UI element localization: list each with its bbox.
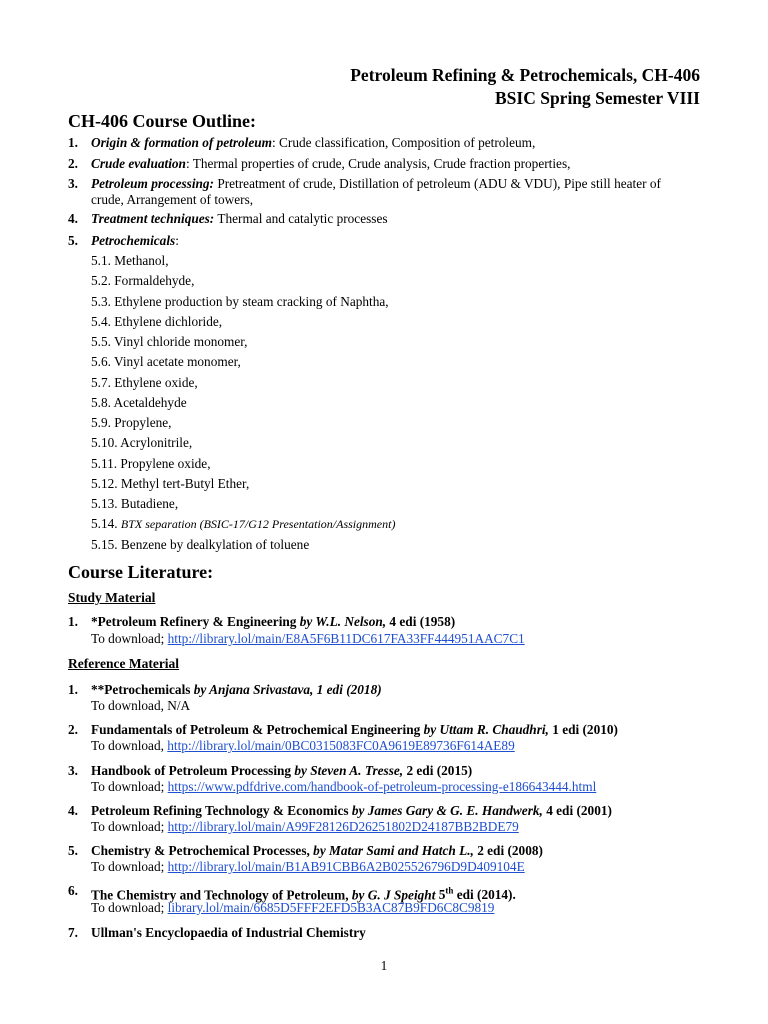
ref-item-download: To download, N/A (91, 698, 191, 713)
download-link[interactable]: http://library.lol/main/E8A5F6B11DC617FA33FF444951AAC7C1 (167, 631, 525, 646)
outline-item-2: Crude evaluation: Thermal properties of crude, Crude analysis, Crude fraction properties, (91, 156, 571, 171)
petrochem-subitem: 5.3. Ethylene production by steam cracking of Naphtha, (91, 294, 389, 309)
ref-item-download: To download; http://library.lol/main/B1AB91CBB6A2B025526796D9D409104E (91, 859, 525, 874)
reference-material-heading: Reference Material (68, 656, 180, 671)
outline-item-5: Petrochemicals: (91, 233, 179, 248)
petrochem-subitem-btx: 5.14. BTX separation (BSIC-17/G12 Presentation/Assignment) (91, 516, 396, 531)
ref-item-download: To download; http://library.lol/main/A99F28126D26251802D24187BB2BDE79 (91, 819, 519, 834)
course-literature-heading: Course Literature: (68, 562, 214, 582)
study-item-title: *Petroleum Refinery & Engineering by W.L. Nelson, 4 edi (1958) (91, 614, 456, 629)
semester-title: BSIC Spring Semester VIII (494, 88, 700, 108)
download-link[interactable]: http://library.lol/main/0BC0315083FC0A9619E89736F614AE89 (167, 738, 515, 753)
petrochem-subitem: 5.6. Vinyl acetate monomer, (91, 354, 241, 369)
ref-num-7: 7. (68, 925, 78, 940)
course-outline-heading: CH-406 Course Outline: (68, 111, 256, 131)
ref-num-6: 6. (68, 883, 78, 898)
document-header (350, 64, 700, 110)
outline-item-4: Treatment techniques: Thermal and catalytic processes (91, 211, 388, 226)
ref-item-download: To download, http://library.lol/main/0BC0315083FC0A9619E89736F614AE89 (91, 738, 515, 753)
outline-num-4: 4. (68, 211, 78, 226)
outline-num-2: 2. (68, 156, 78, 171)
download-link[interactable]: http://library.lol/main/A99F28126D26251802D24187BB2BDE79 (167, 819, 519, 834)
study-material-heading: Study Material (68, 590, 156, 605)
outline-item-1: Origin & formation of petroleum: Crude classification, Composition of petroleum, (91, 135, 536, 150)
download-link[interactable]: library.lol/main/6685D5FFF2EFD5B3AC87B9FD6C8C9819 (167, 900, 495, 915)
ref-num-4: 4. (68, 803, 78, 818)
download-link[interactable]: http://library.lol/main/B1AB91CBB6A2B025526796D9D409104E (167, 859, 525, 874)
ref-num-5: 5. (68, 843, 78, 858)
ref-item-title: Handbook of Petroleum Processing by Steven A. Tresse, 2 edi (2015) (91, 763, 473, 778)
petrochem-subitem: 5.11. Propylene oxide, (91, 456, 211, 471)
outline-num-1: 1. (68, 135, 78, 150)
petrochem-subitem: 5.13. Butadiene, (91, 496, 179, 511)
outline-num-5: 5. (68, 233, 78, 248)
ref-num-3: 3. (68, 763, 78, 778)
ref-item-title: The Chemistry and Technology of Petroleum, by G. J Speight 5th edi (2014). (91, 886, 516, 903)
petrochem-subitem: 5.4. Ethylene dichloride, (91, 314, 223, 329)
petrochem-subitem: 5.1. Methanol, (91, 253, 169, 268)
ref-item-download: To download; https://www.pdfdrive.com/handbook-of-petroleum-processing-e186643444.html (91, 779, 597, 794)
ref-item-title: Ullman's Encyclopaedia of Industrial Chemistry (91, 925, 366, 940)
course-title: Petroleum Refining & Petrochemicals, CH-406 (350, 65, 700, 85)
petrochem-subitem: 5.15. Benzene by dealkylation of toluene (91, 537, 310, 552)
ref-num-2: 2. (68, 722, 78, 737)
ref-item-download: To download; library.lol/main/6685D5FFF2EFD5B3AC87B9FD6C8C9819 (91, 900, 495, 915)
petrochem-subitem: 5.9. Propylene, (91, 415, 172, 430)
ref-item-title: Fundamentals of Petroleum & Petrochemical Engineering by Uttam R. Chaudhri, 1 edi (2010) (91, 722, 618, 737)
petrochem-subitem: 5.7. Ethylene oxide, (91, 375, 198, 390)
study-item-download: To download; http://library.lol/main/E8A5F6B11DC617FA33FF444951AAC7C1 (91, 631, 525, 646)
download-link[interactable]: https://www.pdfdrive.com/handbook-of-petroleum-processing-e186643444.html (167, 779, 597, 794)
petrochem-subitem: 5.2. Formaldehyde, (91, 273, 195, 288)
ref-item-title: Petroleum Refining Technology & Economics by James Gary & G. E. Handwerk, 4 edi (2001) (91, 803, 612, 818)
petrochem-subitem: 5.5. Vinyl chloride monomer, (91, 334, 248, 349)
petrochem-subitem: 5.10. Acrylonitrile, (91, 435, 193, 450)
petrochem-subitem: 5.12. Methyl tert-Butyl Ether, (91, 476, 250, 491)
ref-item-title: **Petrochemicals by Anjana Srivastava, 1 edi (2018) (91, 682, 382, 697)
outline-item-3: Petroleum processing: Pretreatment of crude, Distillation of petroleum (ADU & VDU), Pipe still heater of (91, 176, 661, 191)
study-num-1: 1. (68, 614, 78, 629)
petrochem-subitem: 5.8. Acetaldehyde (91, 395, 187, 410)
page-number: 1 (380, 958, 388, 973)
ref-item-title: Chemistry & Petrochemical Processes, by Matar Sami and Hatch L., 2 edi (2008) (91, 843, 543, 858)
outline-item-3-cont: crude, Arrangement of towers, (91, 192, 254, 207)
ref-num-1: 1. (68, 682, 78, 697)
outline-num-3: 3. (68, 176, 78, 191)
